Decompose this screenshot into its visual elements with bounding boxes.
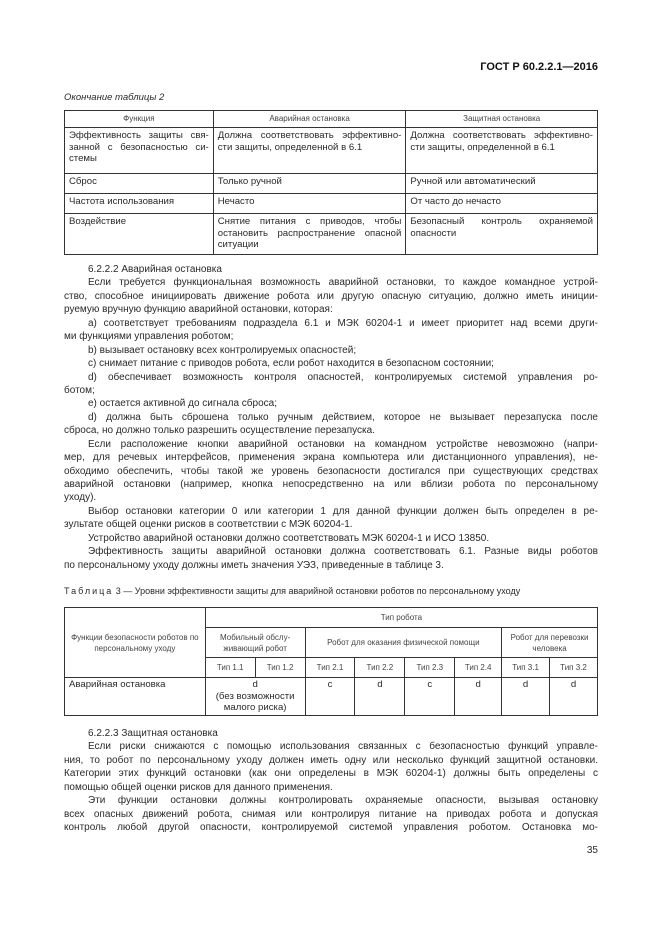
table-row (65, 174, 598, 194)
type-header: Тип 1.2 (255, 658, 305, 678)
text-line: уходу). (64, 492, 97, 504)
table-row (65, 678, 598, 716)
text-line: зультате общей оценки рисков в соответствии с МЭК 60204-1. (64, 519, 353, 531)
group-person-carrier: Робот для перевозки человека (502, 628, 598, 658)
type-header: Тип 2.1 (305, 658, 355, 678)
text-line: b) вызывает остановку всех контролируемых опасностей; (88, 344, 357, 356)
text-line: Если риски снижаются с помощью использования связанных с безопасностью функций управле- (88, 741, 598, 753)
text-line: e) остается активной до сигнала сброса; (88, 398, 277, 410)
section-6-2-2-2 (64, 263, 598, 572)
type1-note: (без возможности малого риска) (215, 690, 295, 713)
table-header-row (65, 111, 598, 128)
type-header: Тип 2.2 (355, 658, 405, 678)
column-header: Функция (65, 111, 214, 128)
section-6-2-2-3 (64, 727, 598, 835)
text-line: ния, то робот по персональному уходу должен иметь одну или несколько функций защитной остановки. (64, 754, 598, 766)
column-header: Аварийная остановка (213, 111, 406, 128)
text-line: a) соответствует требованиям подраздела 6.1 и МЭК 60204-1 и имеет приоритет над всеми други- (88, 317, 598, 329)
text-line: ми функциями управления роботом; (64, 331, 234, 343)
table-cell: Ручной или автоматический (406, 174, 598, 194)
text-line: всех опасных движений робота, снимая или контролируя питание на приводах робота и допуская (64, 808, 598, 820)
table-2 (64, 110, 598, 255)
table-cell: От часто до нечасто (406, 194, 598, 214)
page-number: 35 (586, 845, 598, 856)
text-line: Устройство аварийной остановки должно соответствовать МЭК 60204-1 и ИСО 13850. (88, 532, 490, 544)
type1-value: d (252, 679, 258, 690)
table-cell: Эффективность защиты свя-занной с безопасностью си-стемы (65, 128, 214, 174)
table2-caption: Окончание таблицы 2 (64, 92, 165, 103)
text-line: 6.2.2.2 Аварийная остановка (88, 264, 222, 275)
table-cell: Снятие питания с приводов, чтобы остановить распространение опасной ситуации (213, 214, 406, 255)
table-row (65, 214, 598, 255)
text-line: ботом; (64, 384, 95, 396)
group-mobile: Мобильный обслу-живающий робот (205, 628, 305, 658)
table3-caption-label: Таблица (64, 586, 114, 596)
table-cell: Безопасный контроль охраняемой опасности (406, 214, 598, 255)
value-cell: d (550, 678, 598, 716)
text-line: 6.2.2.3 Защитная остановка (88, 728, 218, 739)
table-cell: Воздействие (65, 214, 214, 255)
text-line: Выбор остановки категории 0 или категории 1 для данной функции должен быть определен в ре- (88, 505, 598, 517)
type-header: Тип 3.1 (502, 658, 550, 678)
value-cell: c (305, 678, 355, 716)
value-cell: d (455, 678, 502, 716)
value-cell: d (502, 678, 550, 716)
text-line: Если расположение кнопки аварийной остановки на командном устройстве невозможно (напри- (88, 438, 598, 450)
table-3 (64, 607, 598, 716)
standard-header: ГОСТ Р 60.2.2.1—2016 (480, 61, 598, 73)
table-cell: Только ручной (213, 174, 406, 194)
text-line: помощью общей оценки рисков для данного применения. (64, 781, 333, 793)
text-line: Если требуется функциональная возможность аварийной остановки, то каждое командное устрой- (88, 277, 598, 289)
table-cell: Сброс (65, 174, 214, 194)
text-line: Эффективность защиты аварийной остановки должна соответствовать 6.1. Разные виды роботов (88, 546, 598, 558)
text-line: d) обеспечивает возможность контроля опасностей, контролируемых системой управления ро- (88, 371, 598, 383)
group-header: Тип робота (205, 608, 597, 628)
function-cell: Аварийная остановка (65, 678, 206, 716)
text-line: Категории этих функций остановки (как они определены в МЭК 60204-1) должны быть определены с (64, 768, 598, 780)
table-row (65, 128, 598, 174)
type-header: Тип 2.4 (455, 658, 502, 678)
table-header-row (65, 608, 598, 628)
type-header: Тип 3.2 (550, 658, 598, 678)
text-line: по персональному уходу должны иметь значения УЭЗ, приведенные в таблице 3. (64, 559, 444, 571)
table-cell: Должна соответствовать эффективно-сти защиты, определенной в 6.1 (406, 128, 598, 174)
value-cell: c (405, 678, 455, 716)
group-physical-assistant: Робот для оказания физической помощи (305, 628, 502, 658)
text-line: d) должна быть сброшена только ручным действием, которое не вызывает перезапуска после (88, 411, 598, 423)
table-cell: Должна соответствовать эффективно-сти защиты, определенной в 6.1 (213, 128, 406, 174)
text-line: мер, для речевых интерфейсов, применения экрана компьютера или дистанционного управления), не- (64, 452, 598, 464)
text-line: руемую вручную функцию аварийной остановки, которая: (64, 304, 333, 316)
table3-caption (64, 586, 520, 596)
column-header: Защитная остановка (406, 111, 598, 128)
table-cell: Частота использования (65, 194, 214, 214)
type-header: Тип 2.3 (405, 658, 455, 678)
table-cell: Нечасто (213, 194, 406, 214)
table3-caption-text: 3 — Уровни эффективности защиты для аварийной остановки роботов по персональному уходу (113, 586, 521, 596)
table-row (65, 194, 598, 214)
text-line: обходимо обеспечить, чтобы такой же уровень безопасности достигался при существующих средствах (64, 465, 598, 477)
text-line: ство, способное инициировать движение робота или другую опасную ситуацию, должно иметь иниции- (64, 290, 598, 302)
text-line: сброса, но должно только разрешить осуществление перезапуска. (64, 425, 375, 437)
text-line: аварийной остановки (например, кнопка непосредственно на или вблизи робота по персональному (64, 479, 598, 490)
value-cell: d (355, 678, 405, 716)
text-line: c) снимает питание с приводов робота, если робот находится в безопасном состоянии; (88, 358, 494, 370)
row-header: Функции безопасности роботов по персональному уходу (65, 608, 206, 678)
text-line: Эти функции остановки должны контролировать охраняемые опасности, вызывая остановку (88, 795, 598, 807)
text-line: контроль любой другой опасности, контролируемой системой управления роботом. Остановка мо- (64, 822, 598, 834)
type1-cell (205, 678, 305, 716)
type-header: Тип 1.1 (205, 658, 255, 678)
